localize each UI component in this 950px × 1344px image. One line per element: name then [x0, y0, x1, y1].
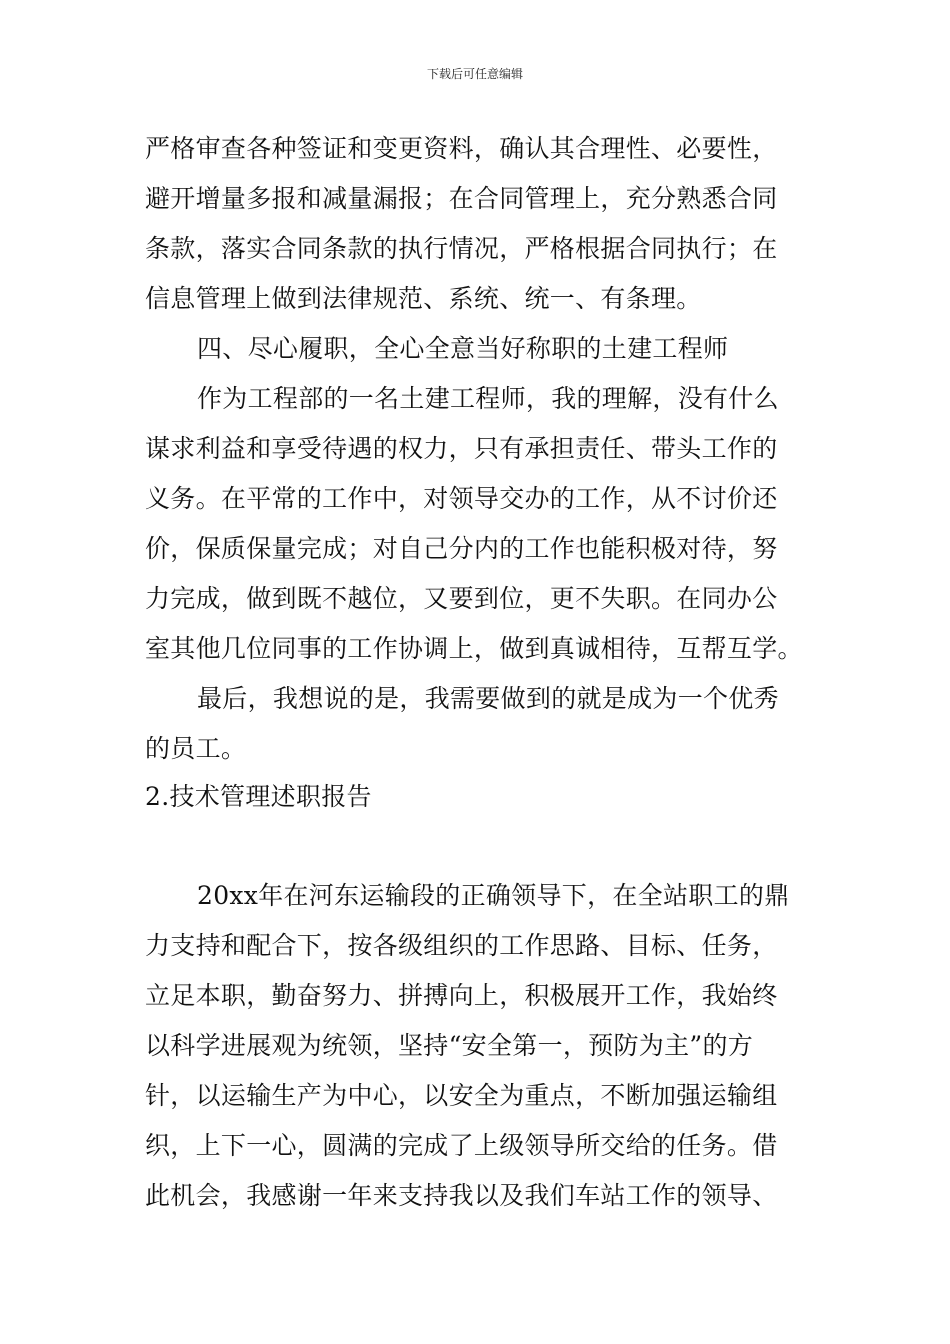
body-text-line: 力支持和配合下，按各级组织的工作思路、目标、任务，	[145, 931, 778, 960]
body-text-line: 针，以运输生产为中心，以安全为重点，不断加强运输组	[145, 1081, 778, 1110]
body-text-line: 义务。在平常的工作中，对领导交办的工作，从不讨价还	[145, 484, 778, 513]
body-text-line: 价，保质保量完成；对自己分内的工作也能积极对待，努	[145, 534, 778, 563]
body-text-line: 信息管理上做到法律规范、系统、统一、有条理。	[145, 284, 702, 313]
body-text-line: 作为工程部的一名土建工程师，我的理解，没有什么	[197, 384, 779, 413]
body-text-line: 谋求利益和享受待遇的权力，只有承担责任、带头工作的	[145, 434, 778, 463]
body-text-line: 立足本职，勤奋努力、拼搏向上，积极展开工作，我始终	[145, 981, 778, 1010]
body-text-line: 此机会，我感谢一年来支持我以及我们车站工作的领导、	[145, 1181, 778, 1210]
body-text-line: 严格审查各种签证和变更资料，确认其合理性、必要性，	[145, 134, 778, 163]
document-section-title: 2.技术管理述职报告	[145, 782, 372, 811]
body-text-line: 力完成，做到既不越位，又要到位，更不失职。在同办公	[145, 584, 778, 613]
body-text-line: 室其他几位同事的工作协调上，做到真诚相待，互帮互学。	[145, 634, 803, 663]
body-text-line: 以科学进展观为统领，坚持“安全第一，预防为主”的方	[145, 1031, 754, 1060]
body-text-line: 避开增量多报和减量漏报；在合同管理上，充分熟悉合同	[145, 184, 778, 213]
body-text-line: 20xx年在河东运输段的正确领导下，在全站职工的鼎	[197, 881, 790, 910]
body-text-line: 最后，我想说的是，我需要做到的就是成为一个优秀	[197, 684, 779, 713]
body-text-line: 织，上下一心，圆满的完成了上级领导所交给的任务。借	[145, 1131, 778, 1160]
body-text-line: 条款，落实合同条款的执行情况，严格根据合同执行；在	[145, 234, 778, 263]
section-heading: 四、尽心履职，全心全意当好称职的土建工程师	[197, 334, 729, 363]
body-text-line: 的员工。	[145, 734, 247, 763]
page-header-note: 下载后可任意编辑	[426, 67, 523, 81]
